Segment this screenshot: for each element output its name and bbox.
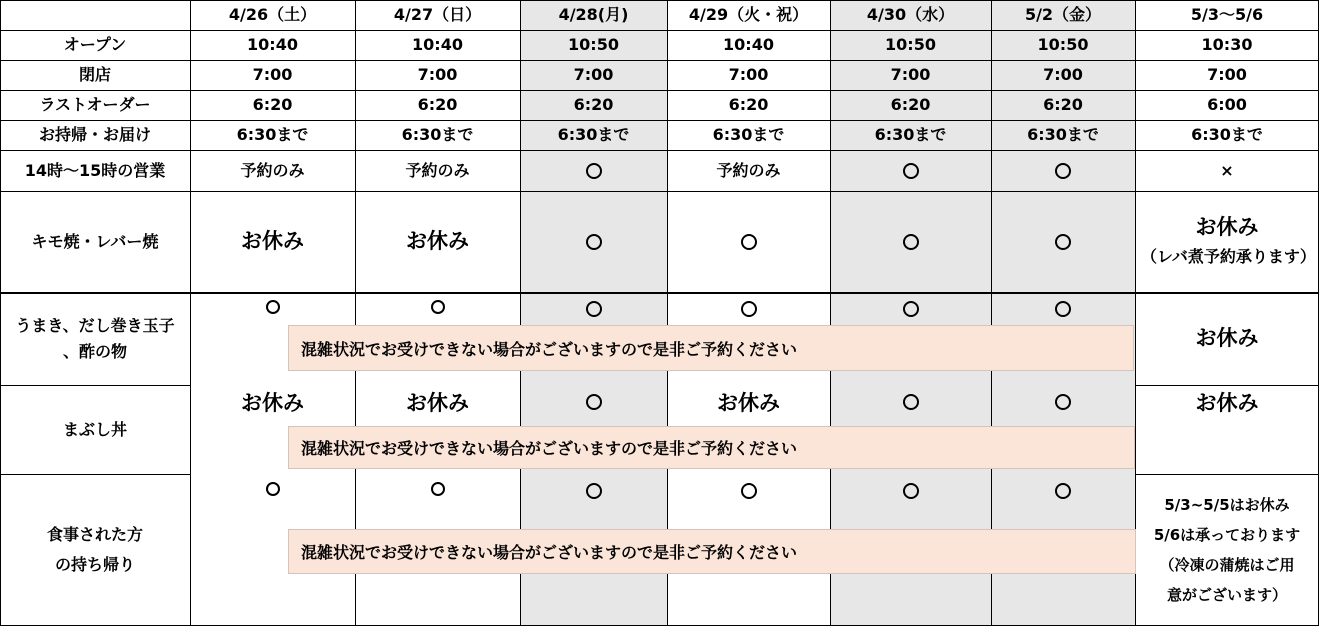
- cross-mark: ×: [1220, 160, 1234, 180]
- grid-line-v: [0, 0, 1, 626]
- row-label: キモ焼・レバー焼: [31, 231, 159, 251]
- last-column-line: （冷凍の蒲焼はご用: [1159, 556, 1295, 574]
- circle-mark: [903, 483, 919, 499]
- circle-mark: [586, 301, 602, 317]
- column-header: 5/3〜5/6: [1190, 5, 1264, 25]
- circle-mark: [586, 483, 602, 499]
- schedule-cell: 予約のみ: [716, 160, 781, 180]
- circle-mark: [266, 482, 280, 496]
- schedule-cell: [520, 191, 667, 292]
- closed-text: お休み: [406, 228, 469, 253]
- circle-mark: [586, 163, 602, 179]
- schedule-cell: 6:30まで: [712, 125, 785, 145]
- circle-mark: [586, 394, 602, 410]
- circle-mark: [266, 300, 280, 314]
- last-column-line: 意がございます）: [1166, 586, 1287, 604]
- grid-line-h: [0, 292, 1319, 294]
- column-header: 4/26（土）: [228, 5, 317, 25]
- circle-mark: [903, 394, 919, 410]
- schedule-cell: 10:40: [723, 35, 774, 55]
- schedule-cell: 7:00: [1207, 65, 1247, 85]
- grid-line-h: [0, 150, 1319, 151]
- schedule-cell: 予約のみ: [240, 160, 305, 180]
- circle-mark: [1055, 394, 1071, 410]
- row-label: [0, 292, 190, 385]
- schedule-cell: 10:50: [568, 35, 619, 55]
- row-label-line: の持ち帰り: [54, 555, 135, 574]
- column-header: 4/29（火・祝）: [688, 5, 809, 25]
- last-column-line: 5/3~5/5はお休み: [1164, 496, 1290, 514]
- closed-text: お休み: [1195, 214, 1259, 239]
- row-label: 14時〜15時の営業: [24, 160, 166, 180]
- circle-mark: [431, 482, 445, 496]
- grid-line-h: [0, 385, 190, 386]
- schedule-cell: 10:40: [412, 35, 463, 55]
- grid-line-v: [190, 0, 191, 626]
- row-label: お持帰・お届け: [38, 125, 151, 145]
- schedule-cell: [1135, 292, 1319, 385]
- schedule-cell: 6:30まで: [236, 125, 309, 145]
- circle-mark: [903, 163, 919, 179]
- grid-line-h: [1135, 385, 1319, 386]
- schedule-cell: [520, 150, 667, 191]
- circle-mark: [1055, 163, 1071, 179]
- closed-text: お休み: [717, 391, 780, 415]
- schedule-cell: [355, 191, 520, 292]
- schedule-cell: 7:00: [728, 65, 769, 85]
- row-label: オープン: [63, 35, 127, 55]
- circle-mark: [1055, 301, 1071, 317]
- column-header: 5/2（金）: [1024, 5, 1102, 25]
- schedule-cell: [1135, 474, 1319, 626]
- circle-mark: [586, 234, 602, 250]
- notice-banner: 混雑状況でお受けできない場合がございますので是非ご予約ください: [288, 426, 1135, 469]
- grid-line-v: [667, 0, 668, 292]
- schedule-cell: 10:50: [1037, 35, 1089, 55]
- schedule-cell: [991, 191, 1135, 292]
- grid-line-h: [0, 90, 1319, 91]
- grid-line-v: [830, 0, 831, 292]
- schedule-cell: 6:00: [1207, 95, 1247, 115]
- schedule-cell: 10:50: [885, 35, 936, 55]
- schedule-cell: [1135, 191, 1319, 292]
- schedule-cell: 7:00: [1043, 65, 1083, 85]
- closed-text: お休み: [1195, 391, 1259, 415]
- grid-line-v: [355, 0, 356, 292]
- schedule-cell: [1135, 385, 1319, 474]
- notice-banner: 混雑状況でお受けできない場合がございますので是非ご予約ください: [288, 325, 1134, 371]
- schedule-cell: 6:20: [890, 95, 931, 115]
- closed-text: お休み: [406, 391, 469, 415]
- closed-text: お休み: [241, 228, 304, 253]
- column-header: 4/27（日）: [393, 5, 482, 25]
- schedule-cell: 6:20: [573, 95, 614, 115]
- schedule-cell: 6:20: [417, 95, 458, 115]
- circle-mark: [431, 300, 445, 314]
- schedule-cell: 6:30まで: [874, 125, 947, 145]
- grid-line-v: [991, 0, 992, 292]
- circle-mark: [741, 483, 757, 499]
- schedule-cell: 6:20: [1043, 95, 1083, 115]
- schedule-cell: [667, 191, 830, 292]
- grid-line-h: [0, 120, 1319, 121]
- grid-line-h: [0, 60, 1319, 61]
- row-label-line: 食事された方: [46, 525, 143, 544]
- schedule-cell: 7:00: [890, 65, 931, 85]
- grid-line-h: [0, 30, 1319, 31]
- schedule-cell: 10:40: [247, 35, 298, 55]
- row-label: まぶし丼: [62, 419, 127, 439]
- schedule-cell: 7:00: [417, 65, 458, 85]
- schedule-cell: 6:20: [252, 95, 293, 115]
- grid-line-h: [0, 0, 1319, 1]
- schedule-cell: 6:30まで: [1191, 125, 1263, 145]
- row-label: ラストオーダー: [39, 95, 151, 115]
- schedule-cell: 7:00: [252, 65, 293, 85]
- last-column-line: 5/6は承っております: [1153, 526, 1301, 544]
- schedule-cell: 6:30まで: [557, 125, 630, 145]
- notice-banner: 混雑状況でお受けできない場合がございますので是非ご予約ください: [288, 529, 1136, 574]
- row-label-line: うまき、だし巻き玉子: [15, 315, 175, 335]
- circle-mark: [741, 301, 757, 317]
- circle-mark: [903, 234, 919, 250]
- schedule-cell: 10:30: [1201, 35, 1253, 55]
- schedule-cell: [991, 150, 1135, 191]
- schedule-cell: 6:30まで: [1027, 125, 1099, 145]
- schedule-cell: 予約のみ: [405, 160, 470, 180]
- schedule-cell: [830, 150, 991, 191]
- schedule-cell: 7:00: [573, 65, 614, 85]
- circle-mark: [1055, 483, 1071, 499]
- schedule-cell: 6:20: [728, 95, 769, 115]
- closed-text: お休み: [241, 391, 304, 415]
- circle-mark: [741, 234, 757, 250]
- grid-line-h: [1135, 474, 1319, 475]
- grid-line-h: [0, 191, 1319, 192]
- circle-mark: [903, 301, 919, 317]
- column-header: 4/28(月): [558, 5, 629, 25]
- schedule-cell: [190, 191, 355, 292]
- column-header: 4/30（水）: [866, 5, 955, 25]
- schedule-cell: 6:30まで: [401, 125, 474, 145]
- grid-line-v: [520, 0, 521, 292]
- row-label: [0, 474, 190, 626]
- row-label-line: 、酢の物: [62, 341, 127, 361]
- schedule-cell: [830, 191, 991, 292]
- circle-mark: [1055, 234, 1071, 250]
- row-label: 閉店: [78, 65, 111, 85]
- closed-text: お休み: [1195, 325, 1259, 350]
- grid-line-h: [0, 474, 190, 475]
- closed-note: （レバ煮予約承ります）: [1141, 246, 1316, 266]
